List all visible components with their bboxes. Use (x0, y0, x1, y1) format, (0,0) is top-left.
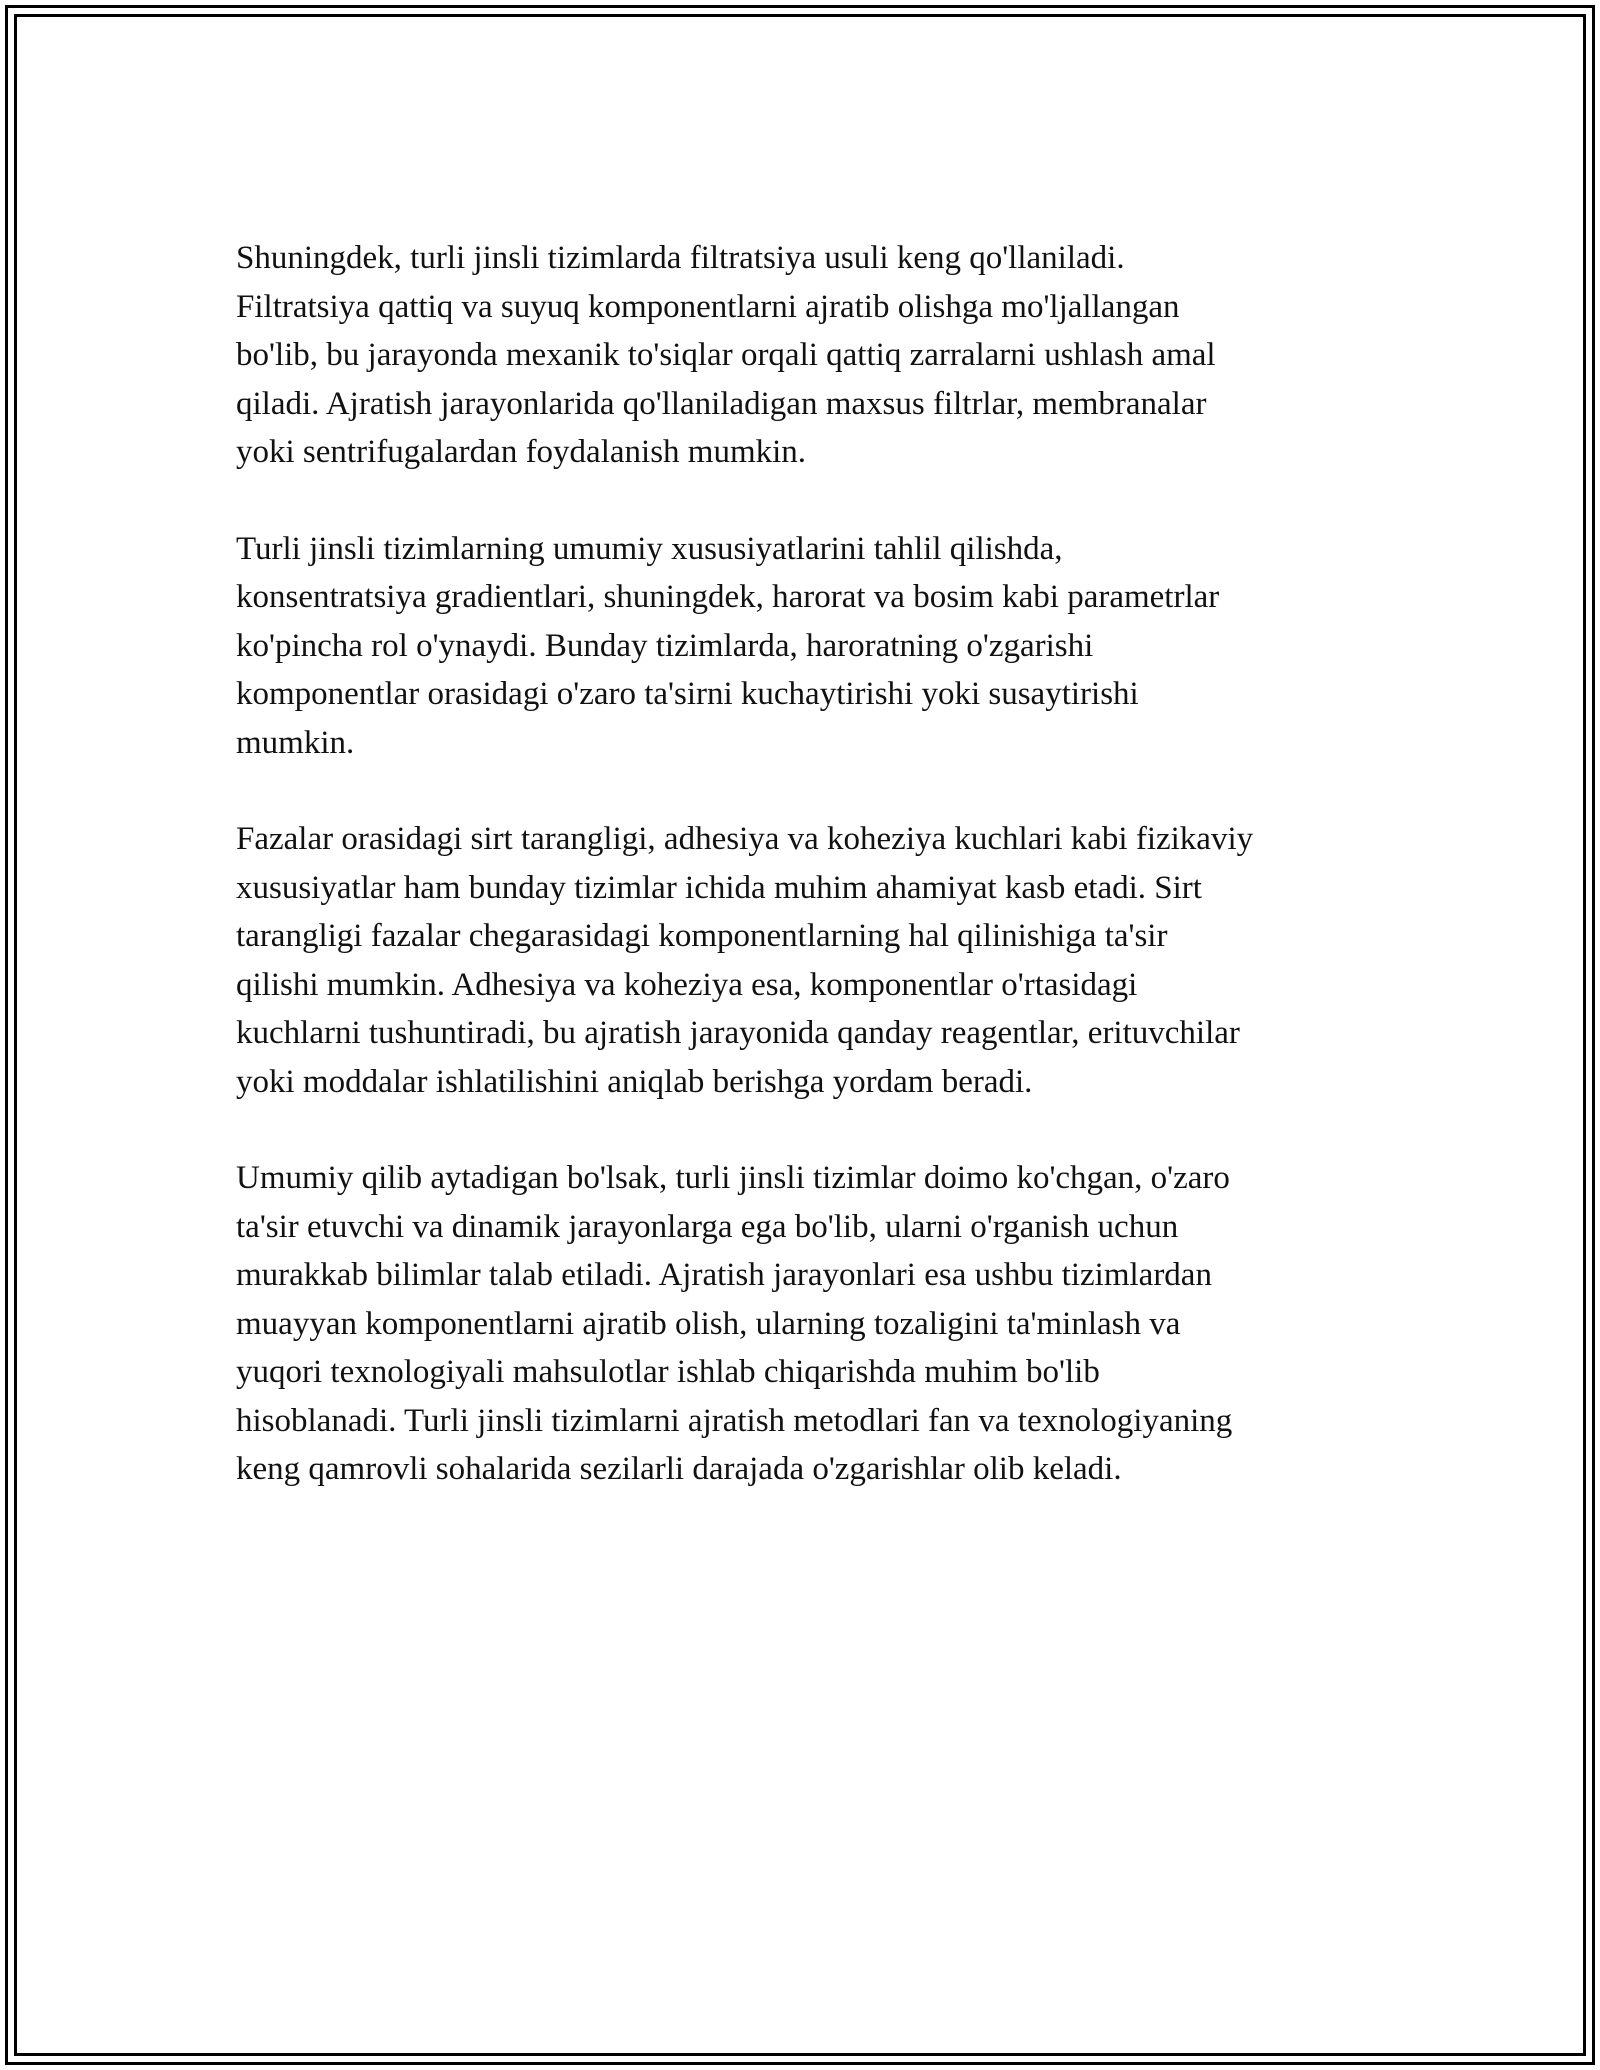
text-line: Fazalar orasidagi sirt tarangligi, adhesiya va koheziya kuchlari kabi fizikaviy (236, 821, 1254, 857)
text-line: Shuningdek, turli jinsli tizimlarda filtratsiya usuli keng qo'llaniladi. (236, 240, 1125, 276)
text-line: komponentlar orasidagi o'zaro ta'sirni kuchaytirishi yoki susaytirishi (236, 676, 1139, 712)
text-line: yoki sentrifugalardan foydalanish mumkin. (236, 434, 807, 470)
paragraph-1 (236, 234, 1386, 477)
text-line: yoki moddalar ishlatilishini aniqlab berishga yordam beradi. (236, 1063, 1033, 1100)
text-line: keng qamrovli sohalarida sezilarli darajada o'zgarishlar olib keladi. (236, 1451, 1122, 1487)
text-line: ta'sir etuvchi va dinamik jarayonlarga ega bo'lib, ularni o'rganish uchun (236, 1208, 1179, 1245)
text-line: ko'pincha rol o'ynaydi. Bunday tizimlarda, haroratning o'zgarishi (236, 627, 1094, 664)
text-line: Turli jinsli tizimlarning umumiy xususiyatlarini tahlil qilishda, (236, 530, 1063, 567)
text-line: Filtratsiya qattiq va suyuq komponentlarni ajratib olishga mo'ljallangan (236, 288, 1180, 325)
text-line: bo'lib, bu jarayonda mexanik to'siqlar orqali qattiq zarralarni ushlash amal (236, 337, 1216, 373)
document-body (236, 234, 1386, 1542)
text-line: mumkin. (236, 724, 355, 761)
paragraph-2 (236, 525, 1386, 768)
text-line: muayyan komponentlarni ajratib olish, ularning tozaligini ta'minlash va (236, 1305, 1181, 1342)
text-line: murakkab bilimlar talab etiladi. Ajratish jarayonlari esa ushbu tizimlardan (236, 1257, 1212, 1293)
text-line: qiladi. Ajratish jarayonlarida qo'llaniladigan maxsus filtrlar, membranalar (236, 385, 1207, 422)
paragraph-3 (236, 815, 1386, 1106)
text-line: xususiyatlar ham bunday tizimlar ichida muhim ahamiyat kasb etadi. Sirt (236, 869, 1202, 906)
text-line: tarangligi fazalar chegarasidagi komponentlarning hal qilinishiga ta'sir (236, 918, 1168, 954)
text-line: qilishi mumkin. Adhesiya va koheziya esa, komponentlar o'rtasidagi (236, 966, 1138, 1003)
text-line: konsentratsiya gradientlari, shuningdek, harorat va bosim kabi parametrlar (236, 579, 1220, 615)
text-line: Umumiy qilib aytadigan bo'lsak, turli jinsli tizimlar doimo ko'chgan, o'zaro (236, 1160, 1230, 1196)
text-line: kuchlarni tushuntiradi, bu ajratish jarayonida qanday reagentlar, erituvchilar (236, 1015, 1240, 1051)
text-line: yuqori texnologiyali mahsulotlar ishlab chiqarishda muhim bo'lib (236, 1354, 1100, 1390)
paragraph-4 (236, 1154, 1386, 1494)
text-line: hisoblanadi. Turli jinsli tizimlarni ajratish metodlari fan va texnologiyaning (236, 1402, 1233, 1439)
